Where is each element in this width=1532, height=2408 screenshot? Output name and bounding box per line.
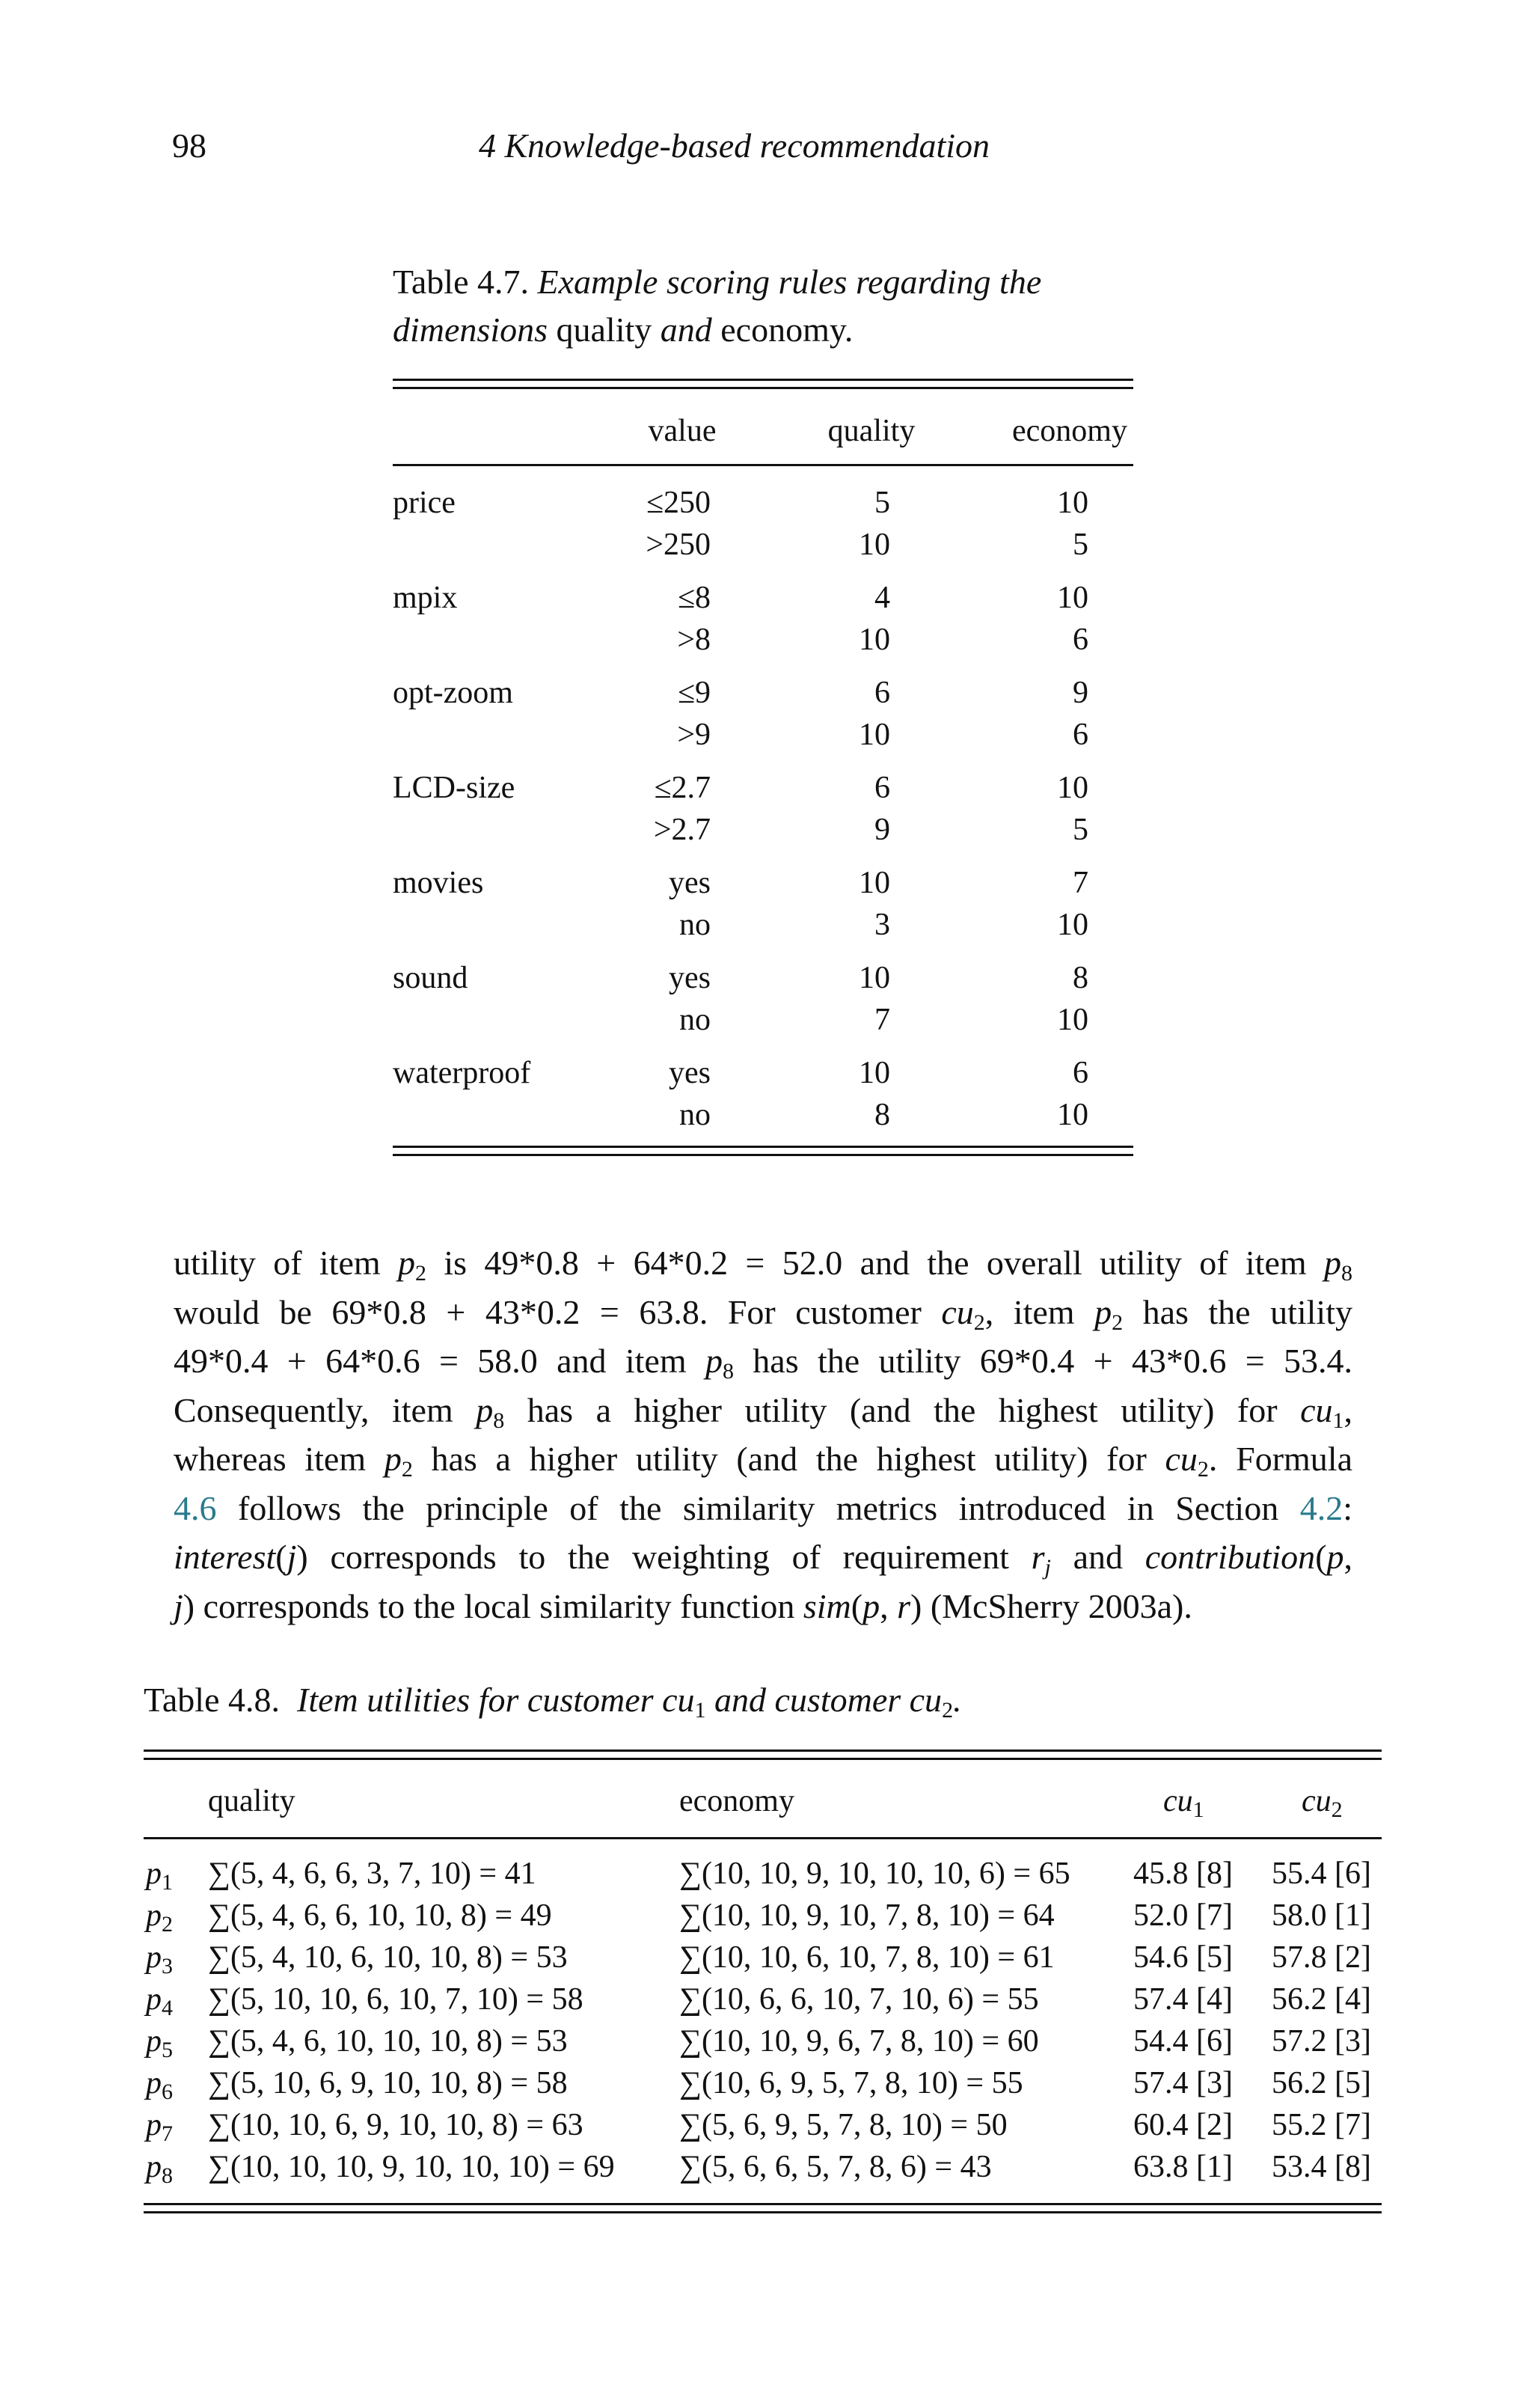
column-header-value: value (648, 414, 717, 448)
cell-economy: 10 (1057, 908, 1088, 942)
cell-cu1: 54.4 [6] (1133, 2024, 1233, 2059)
text: . Formula (1208, 1440, 1352, 1478)
cell-quality: 10 (859, 1056, 890, 1090)
subscript: 2 (1112, 1310, 1124, 1335)
text: ) corresponds to the local similarity function (183, 1586, 803, 1625)
text-line (174, 1582, 1352, 1631)
row-attribute: waterproof (393, 1056, 531, 1090)
cell-cu2: 57.2 [3] (1272, 2024, 1371, 2059)
row-attribute: movies (393, 866, 484, 900)
cell-value: >8 (677, 623, 711, 657)
subscript: 8 (722, 1359, 734, 1384)
math: cu (1165, 1440, 1198, 1478)
math: r (897, 1586, 910, 1625)
cell-economy: ∑(10, 6, 6, 10, 7, 10, 6) = 55 (679, 1982, 1039, 2017)
text-line (174, 1386, 1352, 1435)
section-link[interactable]: 4.2 (1299, 1488, 1343, 1527)
caption-text: Example scoring rules regarding the (537, 263, 1042, 301)
row-label (146, 2065, 173, 2107)
row-label (146, 2149, 173, 2191)
cell-quality: 6 (874, 771, 890, 805)
row-label (146, 1981, 173, 2023)
cell-economy: ∑(10, 6, 9, 5, 7, 8, 10) = 55 (679, 2066, 1023, 2100)
cell-cu2: 56.2 [5] (1272, 2066, 1371, 2100)
cell-cu1: 57.4 [4] (1133, 1982, 1233, 2017)
row-attribute: LCD-size (393, 771, 515, 805)
subscript: 2 (942, 1698, 954, 1723)
row-attribute: opt-zoom (393, 676, 513, 710)
table-4-7-caption (393, 258, 1141, 354)
subscript: 4 (162, 1996, 173, 2020)
row-label (146, 1856, 173, 1898)
cell-quality: 8 (874, 1098, 890, 1132)
math: r (1031, 1538, 1045, 1576)
subscript: 1 (1332, 1408, 1344, 1433)
subscript: 6 (162, 2080, 173, 2104)
table-label: Table 4.7. (393, 263, 530, 301)
item-symbol: p (146, 1898, 162, 1933)
cell-cu1: 52.0 [7] (1133, 1898, 1233, 1933)
math: p (705, 1342, 723, 1380)
column-header-quality: quality (208, 1784, 295, 1818)
cell-economy: 7 (1073, 866, 1088, 900)
math: interest (174, 1538, 276, 1576)
table-header-rule (393, 464, 1133, 466)
text: follows the principle of the similarity metrics introduced in Section (216, 1488, 1300, 1527)
cell-economy: 10 (1057, 581, 1088, 615)
cell-value: no (679, 1098, 711, 1132)
cell-quality: 7 (874, 1003, 890, 1037)
cell-quality: ∑(5, 4, 6, 10, 10, 10, 8) = 53 (208, 2024, 568, 2059)
subscript: 2 (1331, 1797, 1343, 1822)
text: has a higher utility (and the highest utility) for (412, 1440, 1165, 1478)
item-symbol: p (146, 1857, 162, 1891)
cell-economy: 10 (1057, 1003, 1088, 1037)
cell-cu2: 58.0 [1] (1272, 1898, 1371, 1933)
text: , (880, 1586, 898, 1625)
cell-economy: 6 (1073, 623, 1088, 657)
body-paragraph (174, 1238, 1352, 1631)
formula-link[interactable]: 4.6 (174, 1488, 217, 1527)
item-symbol: p (146, 2150, 162, 2184)
header-text: cu (1163, 1784, 1193, 1818)
math: p (476, 1390, 494, 1429)
text: , (1343, 1538, 1353, 1576)
row-attribute: mpix (393, 581, 458, 615)
subscript: 1 (694, 1698, 706, 1723)
math: cu (1300, 1390, 1333, 1429)
text: ( (1315, 1538, 1327, 1576)
math: cu (941, 1292, 974, 1331)
subscript: 2 (162, 1912, 173, 1937)
text-line (174, 1434, 1352, 1484)
cell-quality: 5 (874, 486, 890, 520)
cell-value: yes (669, 961, 711, 995)
cell-quality: 10 (859, 961, 890, 995)
row-label (146, 1898, 173, 1940)
cell-value: no (679, 908, 711, 942)
cell-quality: ∑(5, 4, 6, 6, 3, 7, 10) = 41 (208, 1857, 536, 1891)
text: ) corresponds to the weighting of requirement (296, 1538, 1032, 1576)
cell-economy: ∑(10, 10, 9, 6, 7, 8, 10) = 60 (679, 2024, 1039, 2059)
text: Consequently, item (174, 1390, 477, 1429)
math: p (862, 1586, 880, 1625)
cell-economy: 5 (1073, 528, 1088, 562)
running-head: 4 Knowledge-based recommendation (479, 126, 990, 165)
cell-value: yes (669, 866, 711, 900)
text: : (1343, 1488, 1352, 1527)
text-line (174, 1532, 1352, 1582)
cell-economy: ∑(10, 10, 9, 10, 10, 10, 6) = 65 (679, 1857, 1070, 1891)
cell-cu1: 54.6 [5] (1133, 1940, 1233, 1975)
cell-quality: ∑(10, 10, 6, 9, 10, 10, 8) = 63 (208, 2108, 583, 2142)
cell-economy: 6 (1073, 718, 1088, 752)
cell-cu1: 57.4 [3] (1133, 2066, 1233, 2100)
table-top-rule (144, 1750, 1382, 1760)
cell-value: >250 (646, 528, 711, 562)
cell-cu2: 53.4 [8] (1272, 2150, 1371, 2184)
cell-value: ≤9 (677, 676, 711, 710)
caption-text: and customer cu (705, 1681, 943, 1719)
row-label (146, 2107, 173, 2149)
cell-value: >2.7 (653, 813, 711, 847)
math: p (1094, 1292, 1112, 1331)
cell-quality: ∑(10, 10, 10, 9, 10, 10, 10) = 69 (208, 2150, 615, 2184)
cell-cu1: 45.8 [8] (1133, 1857, 1233, 1891)
subscript: 1 (1192, 1797, 1204, 1822)
item-symbol: p (146, 2024, 162, 2059)
column-header-quality: quality (827, 414, 916, 448)
cell-quality: 10 (859, 528, 890, 562)
cell-value: >9 (677, 718, 711, 752)
text-line (174, 1288, 1352, 1337)
header-text: cu (1302, 1784, 1332, 1818)
item-symbol: p (146, 1940, 162, 1975)
column-header-cu2 (1302, 1783, 1343, 1822)
text-line (174, 1484, 1352, 1533)
row-label (146, 1940, 173, 1981)
cell-economy: 8 (1073, 961, 1088, 995)
subscript: 7 (162, 2121, 173, 2146)
subscript: 2 (1197, 1457, 1209, 1482)
caption-text: quality (556, 311, 652, 349)
cell-value: no (679, 1003, 711, 1037)
text: ) (McSherry 2003a). (910, 1586, 1192, 1625)
caption-text: . (953, 1681, 962, 1719)
text: has a higher utility (and the highest utility) for (504, 1390, 1301, 1429)
cell-value: yes (669, 1056, 711, 1090)
subscript: 2 (401, 1457, 413, 1482)
page-number: 98 (172, 126, 206, 165)
cell-economy: 5 (1073, 813, 1088, 847)
cell-cu2: 56.2 [4] (1272, 1982, 1371, 2017)
text: utility of item (174, 1244, 399, 1282)
column-header-economy: economy (1012, 414, 1127, 448)
text: , (1343, 1390, 1352, 1429)
cell-value: ≤2.7 (654, 771, 711, 805)
subscript: 8 (1341, 1261, 1353, 1286)
caption-text: economy. (720, 311, 854, 349)
cell-economy: 9 (1073, 676, 1088, 710)
text: , item (984, 1292, 1095, 1331)
cell-economy: ∑(10, 10, 6, 10, 7, 8, 10) = 61 (679, 1940, 1055, 1975)
cell-quality: ∑(5, 10, 6, 9, 10, 10, 8) = 58 (208, 2066, 568, 2100)
cell-value: ≤250 (646, 486, 711, 520)
cell-quality: 10 (859, 623, 890, 657)
text: has the utility 69*0.4 + 43*0.6 = 53.4. (733, 1342, 1352, 1380)
caption-text: dimensions (393, 311, 548, 349)
text: is 49*0.8 + 64*0.2 = 52.0 and the overall utility of item (426, 1244, 1325, 1282)
cell-quality: 10 (859, 866, 890, 900)
row-attribute: price (393, 486, 456, 520)
item-symbol: p (146, 1982, 162, 2017)
column-header-economy: economy (679, 1784, 794, 1818)
cell-economy: ∑(5, 6, 6, 5, 7, 8, 6) = 43 (679, 2150, 992, 2184)
cell-cu2: 55.4 [6] (1272, 1857, 1371, 1891)
math: p (1324, 1244, 1342, 1282)
subscript: 2 (415, 1261, 427, 1286)
table-top-rule (393, 379, 1133, 389)
math: contribution (1145, 1538, 1316, 1576)
cell-value: ≤8 (677, 581, 711, 615)
cell-quality: ∑(5, 10, 10, 6, 10, 7, 10) = 58 (208, 1982, 583, 2017)
text: whereas item (174, 1440, 384, 1478)
text-line (174, 1238, 1352, 1288)
item-symbol: p (146, 2066, 162, 2100)
math: j (174, 1586, 183, 1625)
cell-cu2: 55.2 [7] (1272, 2108, 1371, 2142)
cell-economy: ∑(5, 6, 9, 5, 7, 8, 10) = 50 (679, 2108, 1008, 2142)
table-header-rule (144, 1837, 1382, 1839)
cell-quality: 10 (859, 718, 890, 752)
item-symbol: p (146, 2108, 162, 2142)
cell-economy: 10 (1057, 771, 1088, 805)
math: sim (803, 1586, 851, 1625)
table-bottom-rule (393, 1146, 1133, 1156)
math: p (398, 1244, 416, 1282)
subscript: 5 (162, 2038, 173, 2062)
subscript: 1 (162, 1870, 173, 1895)
subscript: 3 (162, 1954, 173, 1978)
cell-cu1: 63.8 [1] (1133, 2150, 1233, 2184)
math: p (1326, 1538, 1344, 1576)
row-attribute: sound (393, 961, 468, 995)
cell-economy: 6 (1073, 1056, 1088, 1090)
text: 49*0.4 + 64*0.6 = 58.0 and item (174, 1342, 705, 1380)
subscript: j (1044, 1555, 1051, 1580)
subscript: 8 (162, 2163, 173, 2188)
cell-cu1: 60.4 [2] (1133, 2108, 1233, 2142)
cell-quality: 6 (874, 676, 890, 710)
row-label (146, 2023, 173, 2065)
column-header-cu1 (1163, 1783, 1204, 1822)
cell-quality: ∑(5, 4, 10, 6, 10, 10, 8) = 53 (208, 1940, 568, 1975)
table-bottom-rule (144, 2203, 1382, 2213)
text: has the utility (1123, 1292, 1352, 1331)
cell-quality: 3 (874, 908, 890, 942)
subscript: 8 (493, 1408, 505, 1433)
cell-economy: 10 (1057, 486, 1088, 520)
text: ( (275, 1538, 287, 1576)
math: j (287, 1538, 297, 1576)
text-line (174, 1336, 1352, 1386)
cell-cu2: 57.8 [2] (1272, 1940, 1371, 1975)
text: ( (851, 1586, 863, 1625)
text: would be 69*0.8 + 43*0.2 = 63.8. For customer (174, 1292, 942, 1331)
caption-text: and (660, 311, 712, 349)
cell-quality: ∑(5, 4, 6, 6, 10, 10, 8) = 49 (208, 1898, 552, 1933)
cell-quality: 9 (874, 813, 890, 847)
caption-text: Item utilities for customer cu (297, 1681, 695, 1719)
subscript: 2 (973, 1310, 985, 1335)
cell-quality: 4 (874, 581, 890, 615)
table-label: Table 4.8. (144, 1681, 281, 1719)
text: and (1050, 1538, 1145, 1576)
cell-economy: ∑(10, 10, 9, 10, 7, 8, 10) = 64 (679, 1898, 1055, 1933)
cell-economy: 10 (1057, 1098, 1088, 1132)
math: p (384, 1440, 402, 1478)
table-4-8-caption (144, 1680, 962, 1723)
